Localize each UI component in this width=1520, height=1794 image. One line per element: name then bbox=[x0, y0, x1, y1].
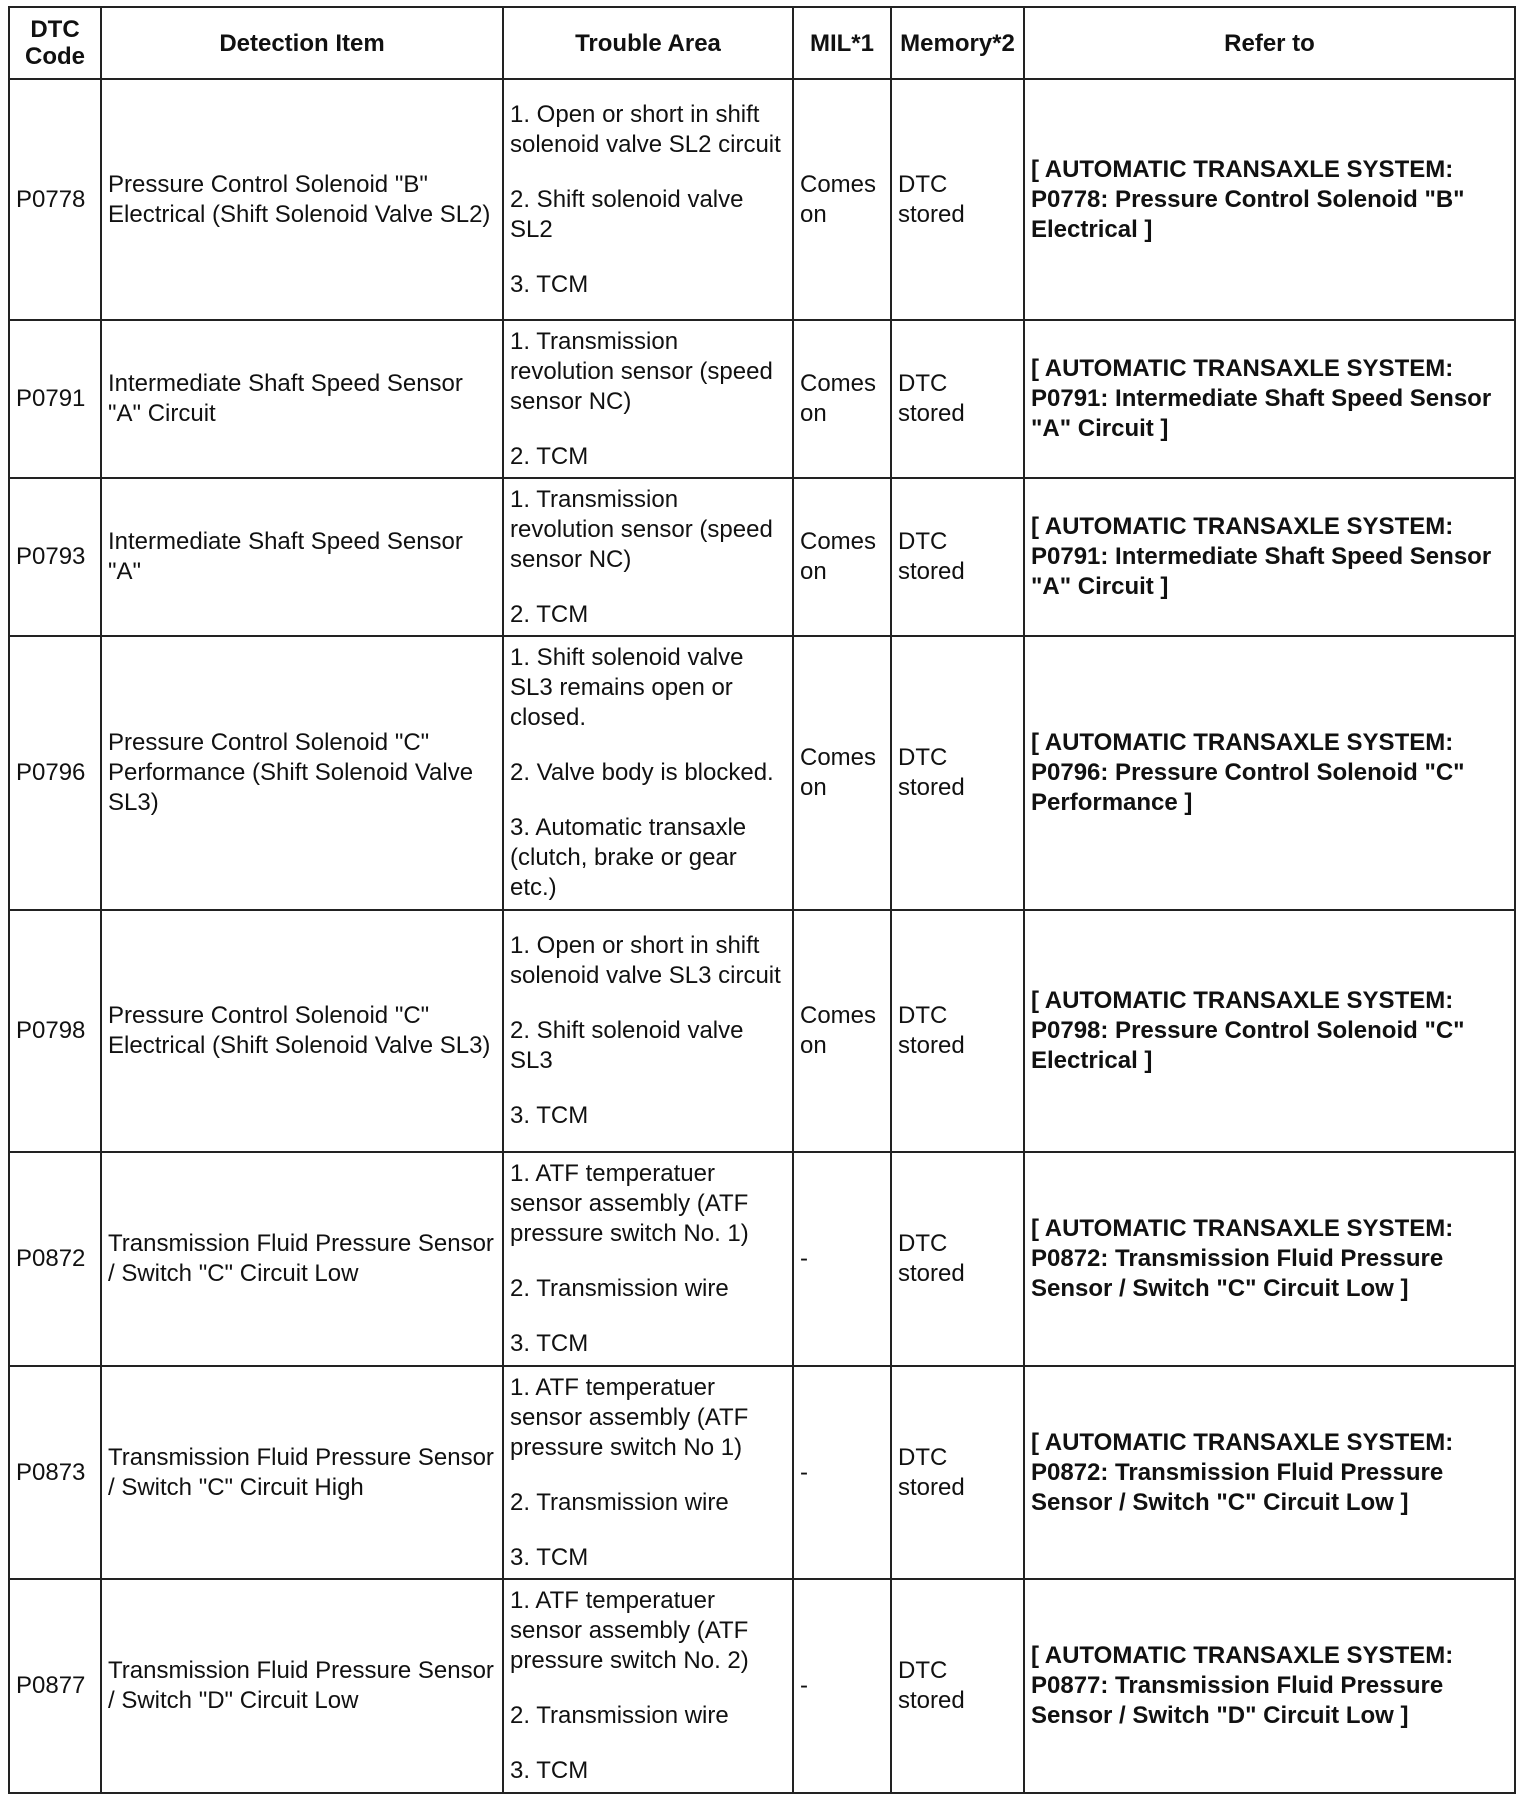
trouble-area-cell bbox=[503, 910, 793, 1152]
trouble-item: 1. ATF temperatuer sensor assembly (ATF pressure switch No. 1) bbox=[510, 1160, 749, 1247]
trouble-item: 1. Transmission revolution sensor (speed sensor NC) bbox=[510, 327, 773, 415]
refer-to-link[interactable]: [ AUTOMATIC TRANSAXLE SYSTEM: P0872: Transmission Fluid Pressure Sensor / Switch "C" Circuit Low ] bbox=[1024, 1152, 1515, 1366]
mil-cell: Comes on bbox=[793, 320, 891, 478]
refer-to-link[interactable]: [ AUTOMATIC TRANSAXLE SYSTEM: P0798: Pressure Control Solenoid "C" Electrical ] bbox=[1024, 910, 1515, 1152]
trouble-area-cell bbox=[503, 1366, 793, 1579]
memory-cell: DTC stored bbox=[891, 1152, 1024, 1366]
trouble-area-cell bbox=[503, 478, 793, 636]
mil-cell: Comes on bbox=[793, 910, 891, 1152]
table-row bbox=[9, 1579, 1515, 1793]
header-memory: Memory*2 bbox=[891, 7, 1024, 79]
trouble-item: 2. Shift solenoid valve SL3 bbox=[510, 1017, 744, 1074]
header-dtc-code: DTC Code bbox=[9, 7, 101, 79]
trouble-item: 1. Shift solenoid valve SL3 remains open or closed. bbox=[510, 644, 744, 731]
refer-to-link[interactable]: [ AUTOMATIC TRANSAXLE SYSTEM: P0877: Transmission Fluid Pressure Sensor / Switch "D" Circuit Low ] bbox=[1024, 1579, 1515, 1793]
refer-to-link[interactable]: [ AUTOMATIC TRANSAXLE SYSTEM: P0791: Intermediate Shaft Speed Sensor "A" Circuit ] bbox=[1024, 320, 1515, 478]
mil-cell: Comes on bbox=[793, 636, 891, 910]
table-row bbox=[9, 1366, 1515, 1579]
refer-to-link[interactable]: [ AUTOMATIC TRANSAXLE SYSTEM: P0778: Pressure Control Solenoid "B" Electrical ] bbox=[1024, 79, 1515, 320]
detection-item-cell: Pressure Control Solenoid "C" Performance (Shift Solenoid Valve SL3) bbox=[101, 636, 503, 910]
trouble-item: 3. TCM bbox=[510, 270, 589, 298]
detection-item-cell: Intermediate Shaft Speed Sensor "A" Circuit bbox=[101, 320, 503, 478]
detection-item-cell: Intermediate Shaft Speed Sensor "A" bbox=[101, 478, 503, 636]
trouble-area-cell bbox=[503, 636, 793, 910]
trouble-area-cell bbox=[503, 1579, 793, 1793]
header-mil: MIL*1 bbox=[793, 7, 891, 79]
detection-item-cell: Pressure Control Solenoid "C" Electrical (Shift Solenoid Valve SL3) bbox=[101, 910, 503, 1152]
header-refer-to: Refer to bbox=[1024, 7, 1515, 79]
trouble-item: 1. Open or short in shift solenoid valve SL2 circuit bbox=[510, 100, 781, 158]
detection-item-cell: Transmission Fluid Pressure Sensor / Switch "C" Circuit High bbox=[101, 1366, 503, 1579]
table-row bbox=[9, 478, 1515, 636]
table-row bbox=[9, 79, 1515, 320]
trouble-item: 2. Valve body is blocked. bbox=[510, 759, 774, 786]
trouble-item: 2. Transmission wire bbox=[510, 1275, 729, 1302]
trouble-item: 3. Automatic transaxle (clutch, brake or gear etc.) bbox=[510, 814, 747, 901]
trouble-item: 2. TCM bbox=[510, 600, 589, 628]
dtc-code-cell: P0872 bbox=[9, 1152, 101, 1366]
trouble-item: 2. Transmission wire bbox=[510, 1702, 729, 1729]
header-trouble-area: Trouble Area bbox=[503, 7, 793, 79]
trouble-item: 3. TCM bbox=[510, 1102, 589, 1129]
table-row bbox=[9, 910, 1515, 1152]
dtc-code-cell: P0778 bbox=[9, 79, 101, 320]
memory-cell: DTC stored bbox=[891, 910, 1024, 1152]
refer-to-link[interactable]: [ AUTOMATIC TRANSAXLE SYSTEM: P0791: Intermediate Shaft Speed Sensor "A" Circuit ] bbox=[1024, 478, 1515, 636]
dtc-code-cell: P0798 bbox=[9, 910, 101, 1152]
trouble-item: 3. TCM bbox=[510, 1543, 589, 1571]
mil-cell: - bbox=[793, 1366, 891, 1579]
mil-cell: - bbox=[793, 1152, 891, 1366]
mil-cell: Comes on bbox=[793, 79, 891, 320]
trouble-item: 2. TCM bbox=[510, 442, 589, 470]
table-row bbox=[9, 636, 1515, 910]
trouble-item: 2. Shift solenoid valve SL2 bbox=[510, 185, 744, 243]
trouble-item: 1. Transmission revolution sensor (speed sensor NC) bbox=[510, 485, 773, 573]
trouble-area-cell bbox=[503, 1152, 793, 1366]
header-row bbox=[9, 7, 1515, 79]
trouble-item: 2. Transmission wire bbox=[510, 1488, 729, 1516]
trouble-item: 3. TCM bbox=[510, 1330, 589, 1357]
table-row bbox=[9, 320, 1515, 478]
mil-cell: - bbox=[793, 1579, 891, 1793]
trouble-item: 1. Open or short in shift solenoid valve SL3 circuit bbox=[510, 932, 781, 989]
trouble-item: 1. ATF temperatuer sensor assembly (ATF pressure switch No. 2) bbox=[510, 1587, 749, 1674]
dtc-code-cell: P0877 bbox=[9, 1579, 101, 1793]
detection-item-cell: Transmission Fluid Pressure Sensor / Switch "C" Circuit Low bbox=[101, 1152, 503, 1366]
trouble-area-cell bbox=[503, 320, 793, 478]
trouble-area-cell bbox=[503, 79, 793, 320]
trouble-item: 1. ATF temperatuer sensor assembly (ATF pressure switch No 1) bbox=[510, 1373, 749, 1461]
memory-cell: DTC stored bbox=[891, 636, 1024, 910]
dtc-code-cell: P0873 bbox=[9, 1366, 101, 1579]
dtc-code-cell: P0791 bbox=[9, 320, 101, 478]
memory-cell: DTC stored bbox=[891, 320, 1024, 478]
refer-to-link[interactable]: [ AUTOMATIC TRANSAXLE SYSTEM: P0872: Transmission Fluid Pressure Sensor / Switch "C" Circuit Low ] bbox=[1024, 1366, 1515, 1579]
dtc-table bbox=[8, 6, 1516, 1794]
trouble-item: 3. TCM bbox=[510, 1757, 589, 1784]
dtc-code-cell: P0796 bbox=[9, 636, 101, 910]
memory-cell: DTC stored bbox=[891, 478, 1024, 636]
mil-cell: Comes on bbox=[793, 478, 891, 636]
header-detection-item: Detection Item bbox=[101, 7, 503, 79]
memory-cell: DTC stored bbox=[891, 1579, 1024, 1793]
table-row bbox=[9, 1152, 1515, 1366]
memory-cell: DTC stored bbox=[891, 1366, 1024, 1579]
dtc-code-cell: P0793 bbox=[9, 478, 101, 636]
refer-to-link[interactable]: [ AUTOMATIC TRANSAXLE SYSTEM: P0796: Pressure Control Solenoid "C" Performance ] bbox=[1024, 636, 1515, 910]
detection-item-cell: Pressure Control Solenoid "B" Electrical (Shift Solenoid Valve SL2) bbox=[101, 79, 503, 320]
detection-item-cell: Transmission Fluid Pressure Sensor / Switch "D" Circuit Low bbox=[101, 1579, 503, 1793]
memory-cell: DTC stored bbox=[891, 79, 1024, 320]
